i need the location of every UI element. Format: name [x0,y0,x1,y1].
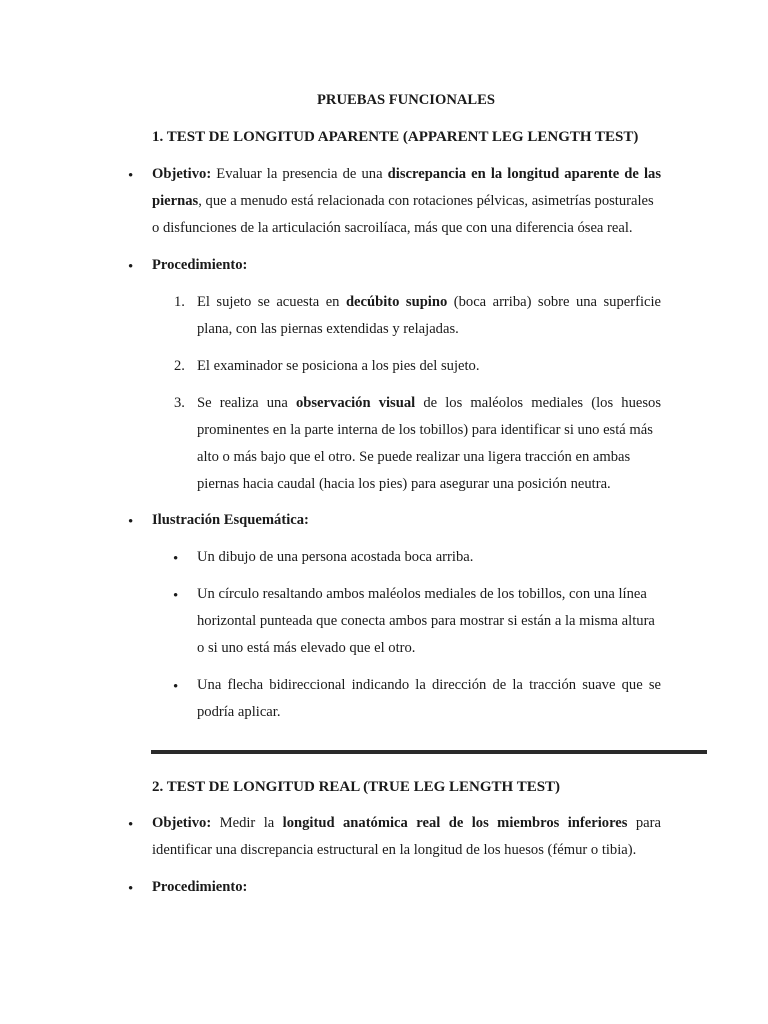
illustration-item-1: Un dibujo de una persona acostada boca arriba. [197,549,474,565]
objective-line-2: piernas, que a menudo está relacionada con rotaciones pélvicas, asimetrías posturales [152,193,654,209]
objective-2-line-1: Objetivo: Medir la longitud anatómica real de los miembros inferiores para [152,815,661,831]
step-1-line-2: plana, con las piernas extendidas y relajadas. [197,321,459,337]
procedure-2-label: Procedimiento: [152,879,248,895]
bullet-icon: • [173,588,179,604]
objective-label: Objetivo: [152,166,212,182]
step-number: 1. [174,294,185,310]
objective-label: Objetivo: [152,815,212,831]
section-1-heading: 1. TEST DE LONGITUD APARENTE (APPARENT LEG LENGTH TEST) [152,129,639,145]
illustration-item-2-line-3: o si uno está más elevado que el otro. [197,640,416,656]
document-title: PRUEBAS FUNCIONALES [317,92,495,108]
section-divider [151,750,707,754]
step-number: 2. [174,358,185,374]
bullet-icon: • [128,259,134,275]
bullet-icon: • [173,551,179,567]
step-3-line-3: alto o más bajo que el otro. Se puede realizar una ligera tracción en ambas [197,449,631,465]
bullet-icon: • [128,168,134,184]
bullet-icon: • [128,817,134,833]
bullet-icon: • [173,679,179,695]
objective-line-1: Objetivo: Evaluar la presencia de una discrepancia en la longitud aparente de las [152,166,661,182]
step-3-line-1: Se realiza una observación visual de los maléolos mediales (los huesos [197,395,662,411]
step-1-line-1: El sujeto se acuesta en decúbito supino (boca arriba) sobre una superficie [197,294,662,310]
illustration-label: Ilustración Esquemática: [152,512,309,528]
bullet-icon: • [128,514,134,530]
objective-2-line-2: identificar una discrepancia estructural en la longitud de los huesos (fémur o tibia). [152,842,637,858]
section-2-heading: 2. TEST DE LONGITUD REAL (TRUE LEG LENGTH TEST) [152,779,561,795]
step-number: 3. [174,395,185,411]
step-3-line-2: prominentes en la parte interna de los tobillos) para identificar si uno está más [197,422,653,438]
step-3-line-4: piernas hacia caudal (hacia los pies) para asegurar una posición neutra. [197,476,611,492]
objective-line-3: o disfunciones de la articulación sacroilíaca, más que con una diferencia ósea real. [152,220,633,236]
bullet-icon: • [128,881,134,897]
illustration-item-2-line-1: Un círculo resaltando ambos maléolos mediales de los tobillos, con una línea [197,586,647,602]
step-2-line-1: El examinador se posiciona a los pies del sujeto. [197,358,480,374]
illustration-item-2-line-2: horizontal punteada que conecta ambos para mostrar si están a la misma altura [197,613,655,629]
procedure-label: Procedimiento: [152,257,248,273]
illustration-item-3-line-2: podría aplicar. [197,704,281,720]
illustration-item-3-line-1: Una flecha bidireccional indicando la dirección de la tracción suave que se [197,677,661,693]
